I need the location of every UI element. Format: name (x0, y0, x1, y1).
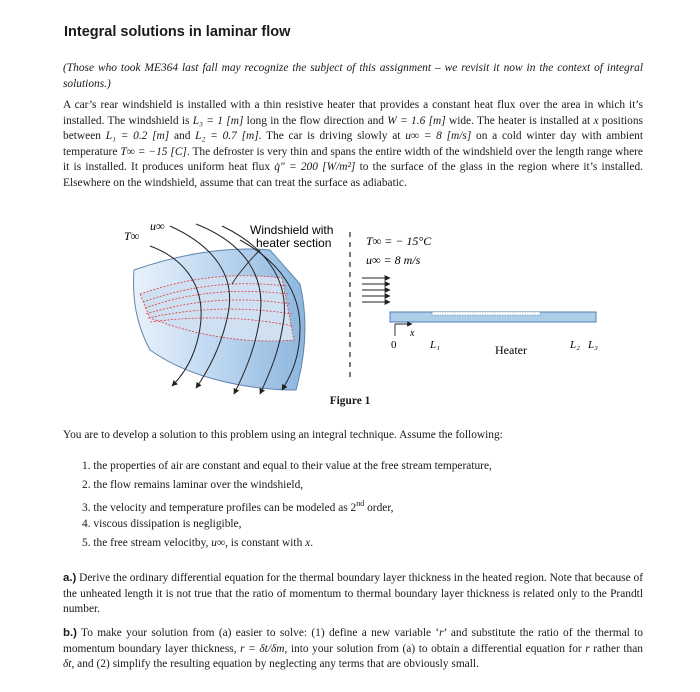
text: long in the flow direction and (243, 114, 388, 127)
windshield-label: Windshield with (250, 223, 334, 237)
l2-expr: L₂ = 0.7 [m] (195, 130, 259, 143)
heater-label: Heater (495, 343, 527, 357)
x-var: x (593, 114, 599, 127)
t-expr: T∞ = −15 [C] (120, 145, 187, 158)
u-inf-label: u∞ (150, 219, 165, 233)
l1-label: L₁ (430, 339, 440, 351)
text: . The defroster is very thin and spans the entire width of the windshield over the length range where it is installed. It produces uniform heat flux (63, 145, 643, 174)
text: on a cold winter day with ambient temperature (63, 130, 643, 158)
instructions: You are to develop a solution to this problem using an integral technique. Assume the following: (63, 429, 503, 441)
u-inf-var: u∞ (211, 537, 226, 550)
text: , and (2) simplify the resulting equation by neglecting any terms that are obviously small. (71, 658, 479, 671)
assumptions-list (82, 460, 492, 556)
text: 3. the velocity and temperature profiles can be modeled as 2 (82, 501, 357, 514)
question-text: Derive the ordinary differential equation for the thermal boundary layer thickness in the heated region. Note that because of the unheated length it is not true that the ratio of momentum to thermal boundary layer thickness is related only to the Prandtl number. (63, 572, 643, 616)
list-item: 4. viscous dissipation is negligible, (82, 517, 242, 530)
text: . (310, 537, 314, 550)
text: positions between (63, 114, 643, 143)
text: to the surface of the glass in the region where it’s installed. Elsewhere on the windshield, assume that can treat the surface as adiabatic. (63, 161, 643, 189)
l2-label: L₂ (570, 339, 580, 351)
u-expr: u∞ = 8 [m/s] (405, 130, 472, 143)
text: , is constant with (225, 537, 306, 550)
text: A car’s rear windshield is installed with a thin resistive heater that provides a constant heat flux over the area in which it’s installed. The windshield is (63, 99, 643, 127)
text: 5. the free stream velocitby, (82, 537, 212, 550)
list-item (82, 499, 492, 518)
w-expr: W = 1.6 [m] (387, 114, 446, 127)
heater-strip (432, 312, 540, 315)
l3-label: L₃ (588, 339, 598, 351)
list-item (82, 537, 492, 556)
l1-expr: L₁ = 0.2 [m] (105, 130, 170, 143)
r-var: r (439, 627, 444, 639)
text: , into your solution from (a) to obtain a differential equation for (284, 642, 586, 655)
list-item: 2. the flow remains laminar over the windshield, (82, 479, 304, 492)
windshield-label: heater section (256, 236, 332, 250)
problem-statement (63, 98, 643, 192)
text: order, (364, 501, 394, 514)
question-label: a.) (63, 572, 77, 584)
intro-note: (Those who took ME364 last fall may recognize the subject of this assignment – we revisit it now in the context of integral solutions.) (63, 62, 643, 90)
text: wide. The heater is installed at (445, 114, 594, 127)
text: To make your solution from (a) easier to solve: (1) define a new variable ‘ (76, 627, 440, 639)
question-label: b.) (63, 627, 77, 639)
superscript: nd (356, 498, 365, 508)
origin-label: 0 (391, 339, 397, 351)
question-b (63, 626, 643, 673)
text: . The car is driving slowly at (258, 130, 406, 143)
r-var: r (585, 642, 590, 655)
text: ’ and substitute the ratio of the thermal to momentum boundary layer thickness, (63, 627, 644, 655)
freestream-velocity: u∞ = 8 m/s (366, 253, 421, 267)
l3-expr: L₃ = 1 [m] (192, 114, 244, 127)
text: rather than (589, 642, 643, 655)
text: and (169, 130, 196, 143)
t-inf-label: T∞ (124, 229, 140, 243)
ambient-temperature: T∞ = − 15°C (366, 234, 432, 248)
figure-caption: Figure 1 (329, 395, 371, 407)
x-var: x (305, 537, 311, 550)
x-axis-label: x (410, 328, 415, 339)
question-a (63, 571, 643, 618)
page-title: Integral solutions in laminar flow (64, 24, 291, 40)
ratio-expr: r = δt/δm (240, 642, 285, 655)
q-expr: q̇″ = 200 [W/m²] (274, 161, 356, 174)
delta-t-var: δt (63, 658, 72, 671)
list-item: 1. the properties of air are constant and equal to their value at the free stream temperature, (82, 460, 492, 472)
figure-1 (110, 218, 610, 414)
